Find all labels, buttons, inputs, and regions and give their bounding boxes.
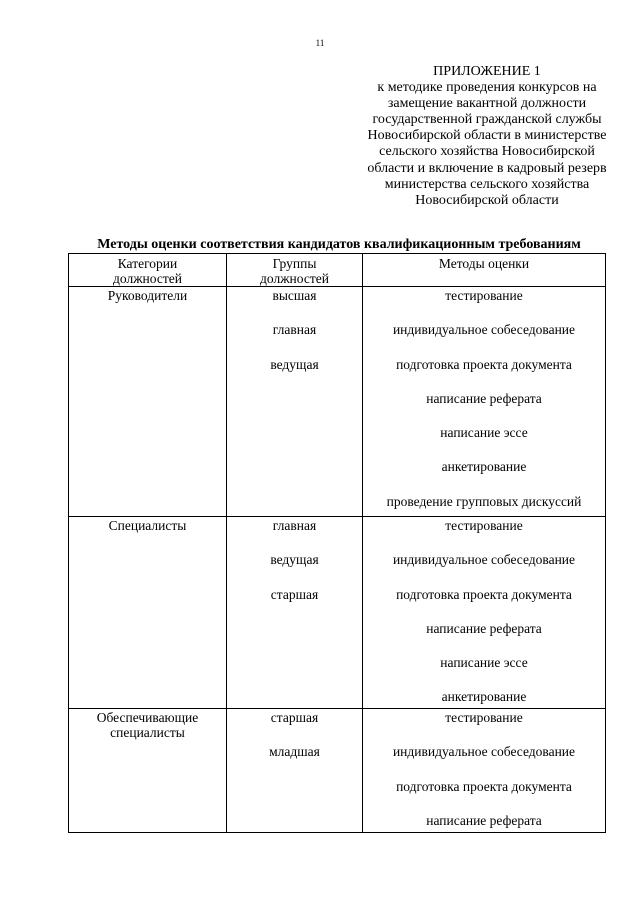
- header-groups: [227, 254, 363, 287]
- methods-table: [68, 253, 606, 833]
- appendix-line: ПРИЛОЖЕНИЕ 1: [433, 64, 541, 79]
- method-item: подготовка проекта документа: [396, 356, 572, 372]
- group-item: ведущая: [270, 552, 319, 568]
- methods-cell: [363, 709, 606, 833]
- category-text: Обеспечивающие: [96, 710, 199, 725]
- group-item: главная: [272, 322, 317, 338]
- method-item: подготовка проекта документа: [396, 778, 572, 794]
- method-item: написание реферата: [426, 812, 542, 828]
- group-item: главная: [272, 518, 317, 533]
- method-item: написание реферата: [426, 620, 542, 636]
- method-item: тестирование: [445, 710, 523, 725]
- method-item: индивидуальное собеседование: [392, 744, 576, 760]
- method-item: написание эссе: [440, 655, 528, 671]
- group-item: старшая: [270, 586, 319, 602]
- header-text: Категории: [117, 256, 178, 271]
- header-text: Методы оценки: [438, 256, 530, 271]
- appendix-line: министерства сельского хозяйства: [384, 176, 590, 192]
- method-item: анкетирование: [441, 459, 527, 475]
- method-item: написание реферата: [426, 390, 542, 406]
- method-item: написание эссе: [440, 425, 528, 441]
- document-title: Методы оценки соответствия кандидатов квалификационным требованиям: [97, 237, 581, 252]
- appendix-line: Новосибирской области: [415, 192, 559, 208]
- category-cell: [69, 287, 227, 517]
- groups-cell: [227, 709, 363, 833]
- method-item: индивидуальное собеседование: [392, 552, 576, 568]
- table-row: [69, 709, 606, 833]
- appendix-line: области и включение в кадровый резерв: [367, 160, 607, 176]
- category-text: специалисты: [110, 725, 185, 740]
- group-item: высшая: [272, 288, 317, 303]
- group-item: старшая: [270, 710, 319, 725]
- methods-cell: [363, 517, 606, 709]
- table-row: [69, 287, 606, 517]
- appendix-line: государственной гражданской службы: [372, 112, 602, 128]
- header-methods: [363, 254, 606, 287]
- appendix-line: сельского хозяйства Новосибирской: [379, 144, 595, 160]
- header-text: должностей: [260, 271, 329, 286]
- category-text: Руководители: [107, 288, 188, 303]
- method-item: тестирование: [445, 518, 523, 533]
- table-header-row: [69, 254, 606, 287]
- table-row: [69, 517, 606, 709]
- header-categories: [69, 254, 227, 287]
- methods-cell: [363, 287, 606, 517]
- page-number: 11: [315, 38, 325, 48]
- appendix-line: к методике проведения конкурсов на: [377, 80, 597, 96]
- group-item: ведущая: [270, 356, 319, 372]
- groups-cell: [227, 287, 363, 517]
- method-item: подготовка проекта документа: [396, 586, 572, 602]
- method-item: индивидуальное собеседование: [392, 322, 576, 338]
- group-item: младшая: [269, 744, 320, 760]
- method-item: анкетирование: [441, 689, 527, 705]
- method-item: тестирование: [445, 288, 523, 303]
- appendix-header: [328, 64, 640, 209]
- category-cell: [69, 709, 227, 833]
- header-text: должностей: [113, 271, 182, 286]
- groups-cell: [227, 517, 363, 709]
- category-text: Специалисты: [108, 518, 187, 533]
- appendix-line: замещение вакантной должности: [387, 96, 587, 112]
- method-item: проведение групповых дискуссий: [386, 493, 582, 509]
- appendix-line: Новосибирской области в министерстве: [367, 128, 607, 144]
- header-text: Группы: [272, 256, 317, 271]
- category-cell: [69, 517, 227, 709]
